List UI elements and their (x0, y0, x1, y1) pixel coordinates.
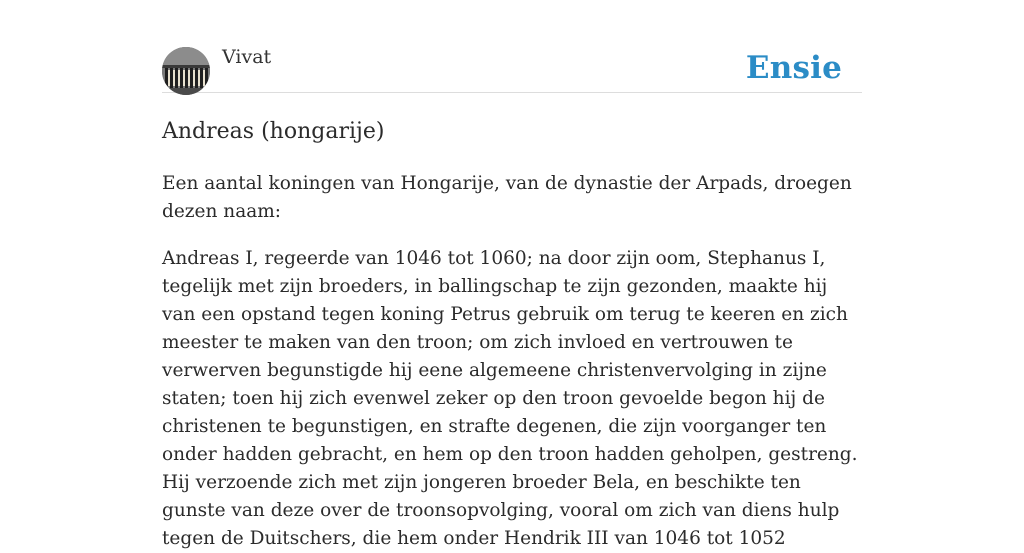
article-paragraph: Andreas I, regeerde van 1046 tot 1060; na door zijn oom, Stephanus I, tegelijk met zijn broeders, in ballingschap te zijn gezonden, maakte hij van een opstand tegen koning Petrus gebruik om terug te keeren en zich meester te maken van den troon; om zich invloed en vertrouwen te verwerven begunstigde hij eene algemeene christenvervolging in zijne staten; toen hij zich evenwel zeker op den troon gevoelde begon hij de christenen te begunstigen, en strafte degenen, die zijn voorganger ten onder hadden gebracht, en hem op den troon hadden geholpen, gestreng. Hij verzoende zich met zijn jongeren broeder Bela, en beschikte ten gunste van deze over de troonsopvolging, vooral om zich van diens hulp tegen de Duitschers, die hem onder Hendrik III van 1046 tot 1052 (162, 248, 858, 549)
author-avatar[interactable] (162, 47, 210, 95)
book-spines-avatar-icon (162, 47, 210, 95)
page (162, 0, 862, 553)
header (162, 0, 862, 93)
article-title: Andreas (hongarije) (162, 119, 385, 144)
author-name[interactable]: Vivat (222, 46, 272, 68)
site-logo[interactable]: Ensie (745, 50, 842, 86)
article-paragraph: Een aantal koningen van Hongarije, van de dynastie der Arpads, droegen dezen naam: (162, 173, 852, 222)
